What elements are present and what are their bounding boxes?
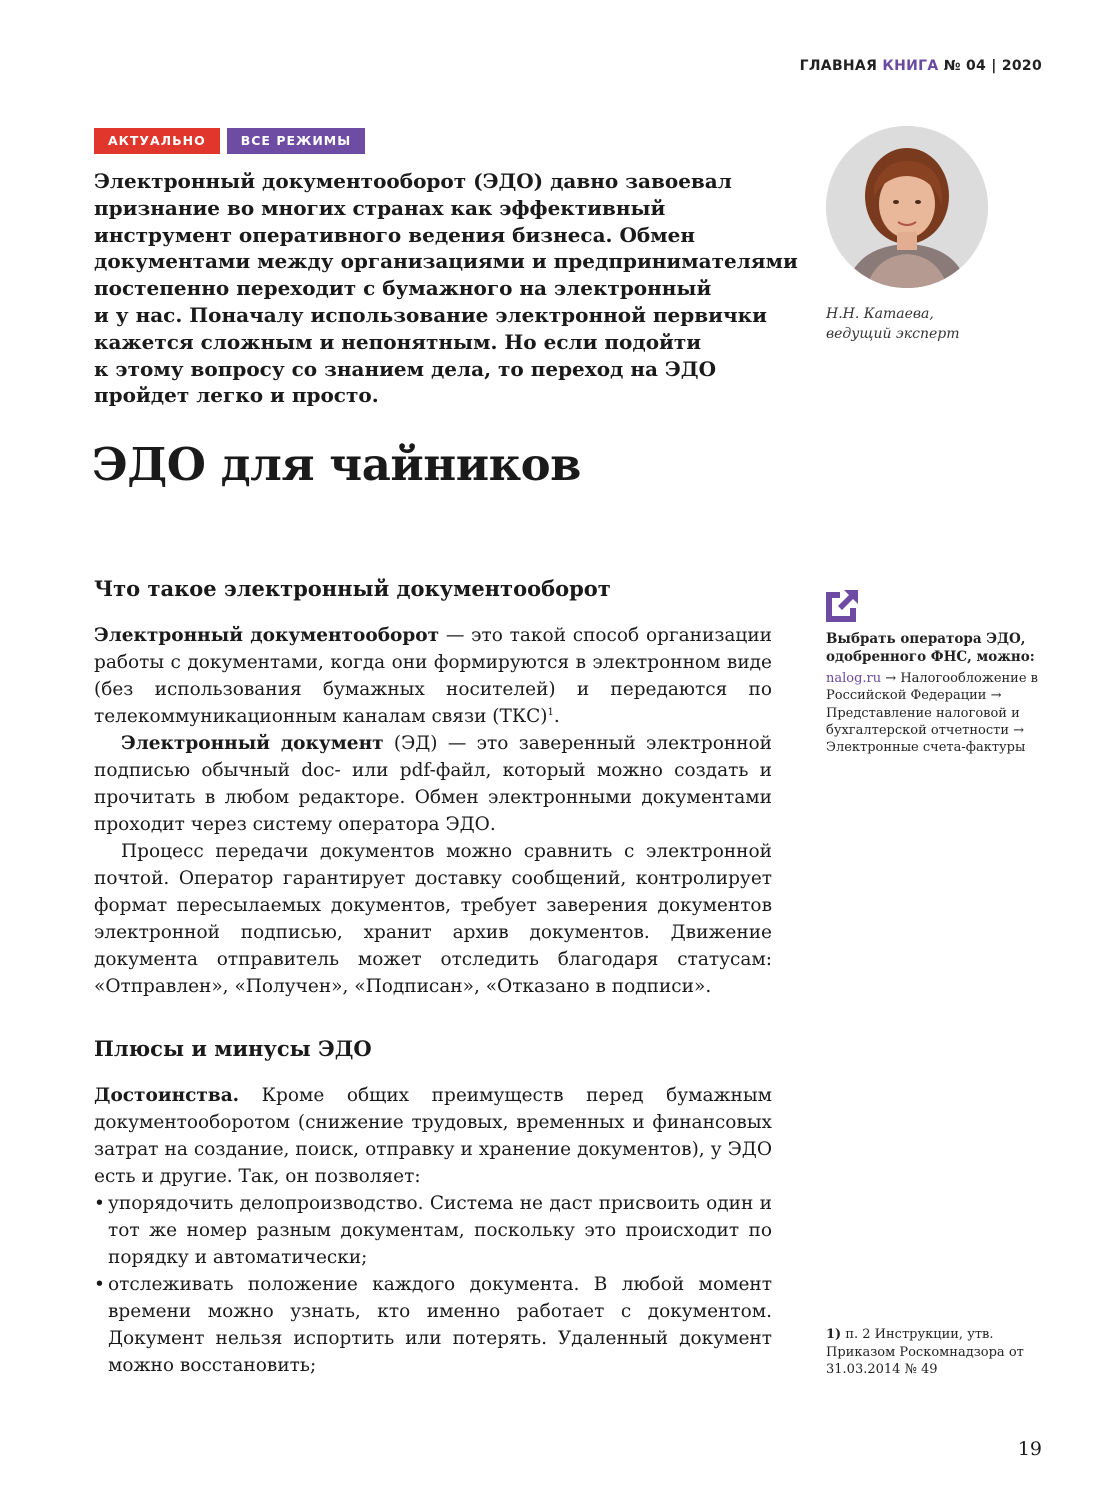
advantages-list (94, 1190, 772, 1379)
term: Достоинства. (94, 1085, 240, 1106)
author-caption (826, 304, 960, 344)
lead-line: пройдет легко и просто. (94, 383, 379, 408)
term: Электронный документ (121, 733, 384, 754)
author-photo (826, 126, 988, 288)
term: Электронный документооборот (94, 625, 440, 646)
author-role: ведущий эксперт (826, 326, 960, 342)
header-issue: № 04 | 2020 (943, 58, 1042, 74)
author-portrait-icon (826, 126, 988, 288)
sidebar-note (826, 630, 1056, 756)
section1-body (94, 622, 772, 1000)
lead-line: признание во многих странах как эффективный (94, 195, 666, 220)
header-kniga: КНИГА (882, 58, 939, 74)
footnote-text: п. 2 Инструкции, утв. Приказом Роскомнадзора от 31.03.2014 № 49 (826, 1327, 1024, 1377)
list-item: • отслеживать положение каждого документа. В любой момент времени можно узнать, кто именно работает с документом. Документ нельзя испортить или потерять. Удаленный документ можно восстановить; (94, 1271, 772, 1379)
lead-line: инструмент оперативного ведения бизнеса. Обмен (94, 222, 695, 247)
sidebar-path (826, 670, 1056, 756)
tag-aktualno[interactable]: АКТУАЛЬНО (94, 128, 220, 154)
sidebar-path-text: → Налогообложение в Российской Федерации → Представление налоговой и бухгалтерской отчетности → Электронные счета-фактуры (826, 671, 1038, 756)
lead-line: к этому вопросу со знанием дела, то переход на ЭДО (94, 356, 717, 381)
paragraph-end: . (553, 706, 560, 727)
footnote (826, 1326, 1046, 1379)
tag-vse-rezhimy[interactable]: ВСЕ РЕЖИМЫ (227, 128, 365, 154)
external-link-icon[interactable] (824, 588, 860, 624)
magazine-header (800, 58, 1042, 74)
lead-line: документами между организациями и предпринимателями (94, 249, 798, 274)
page-number: 19 (1017, 1438, 1042, 1460)
section2-body (94, 1082, 772, 1379)
paragraph: Процесс передачи документов можно сравнить с электронной почтой. Оператор гарантирует доставку сообщений, контролирует формат пересылаемых документов, требует заверения документов электронной подписью, хранит архив документов. Движение документа отправитель может отследить благодаря статусам: «Отправлен», «Получен», «Подписан», «Отказано в подписи». (94, 841, 772, 997)
paragraph-text: (ЭД) — это заверенный электронной подписью обычный doc- или pdf-файл, который можно создать и прочитать в любом редакторе. Обмен электронными документами проходит через систему оператора ЭДО. (94, 733, 772, 835)
section-heading-pros-cons: Плюсы и минусы ЭДО (94, 1036, 372, 1061)
lead-line: и у нас. Поначалу использование электронной первички (94, 302, 767, 327)
nalog-link[interactable]: nalog.ru (826, 671, 882, 686)
lead-line: постепенно переходит с бумажного на электронный (94, 276, 712, 301)
paragraph (94, 622, 772, 730)
paragraph (94, 1082, 772, 1190)
header-glavnaya: ГЛАВНАЯ (799, 58, 878, 74)
footnote-ref[interactable]: 1 (547, 706, 554, 718)
footnote-number: 1) (826, 1327, 842, 1342)
lead-line: кажется сложным и непонятным. Но если подойти (94, 329, 702, 354)
paragraph-text: Кроме общих преимуществ перед бумажным документооборотом (снижение трудовых, временных и финансовых затрат на создание, поиск, отправку и хранение документов), у ЭДО есть и другие. Так, он позволяет: (94, 1085, 772, 1187)
list-item: • упорядочить делопроизводство. Система не даст присвоить один и тот же номер разным документам, поскольку это происходит по порядку и автоматически; (94, 1190, 772, 1271)
author-name: Н.Н. Катаева, (826, 306, 934, 322)
category-tags (94, 128, 365, 154)
paragraph-text: — это такой способ организации работы с документами, когда они формируются в электронном виде (без использования бумажных носителей) и передаются по телекоммуникационным каналам связи (ТКС) (94, 625, 772, 727)
lead-line: Электронный документооборот (ЭДО) давно завоевал (94, 169, 732, 193)
sidebar-heading: Выбрать оператора ЭДО, одобренного ФНС, можно: (826, 631, 1035, 665)
lead-paragraph (94, 168, 798, 409)
article-title: ЭДО для чайников (92, 438, 581, 491)
paragraph (94, 730, 772, 838)
section-heading-what-is-edo: Что такое электронный документооборот (94, 576, 611, 601)
